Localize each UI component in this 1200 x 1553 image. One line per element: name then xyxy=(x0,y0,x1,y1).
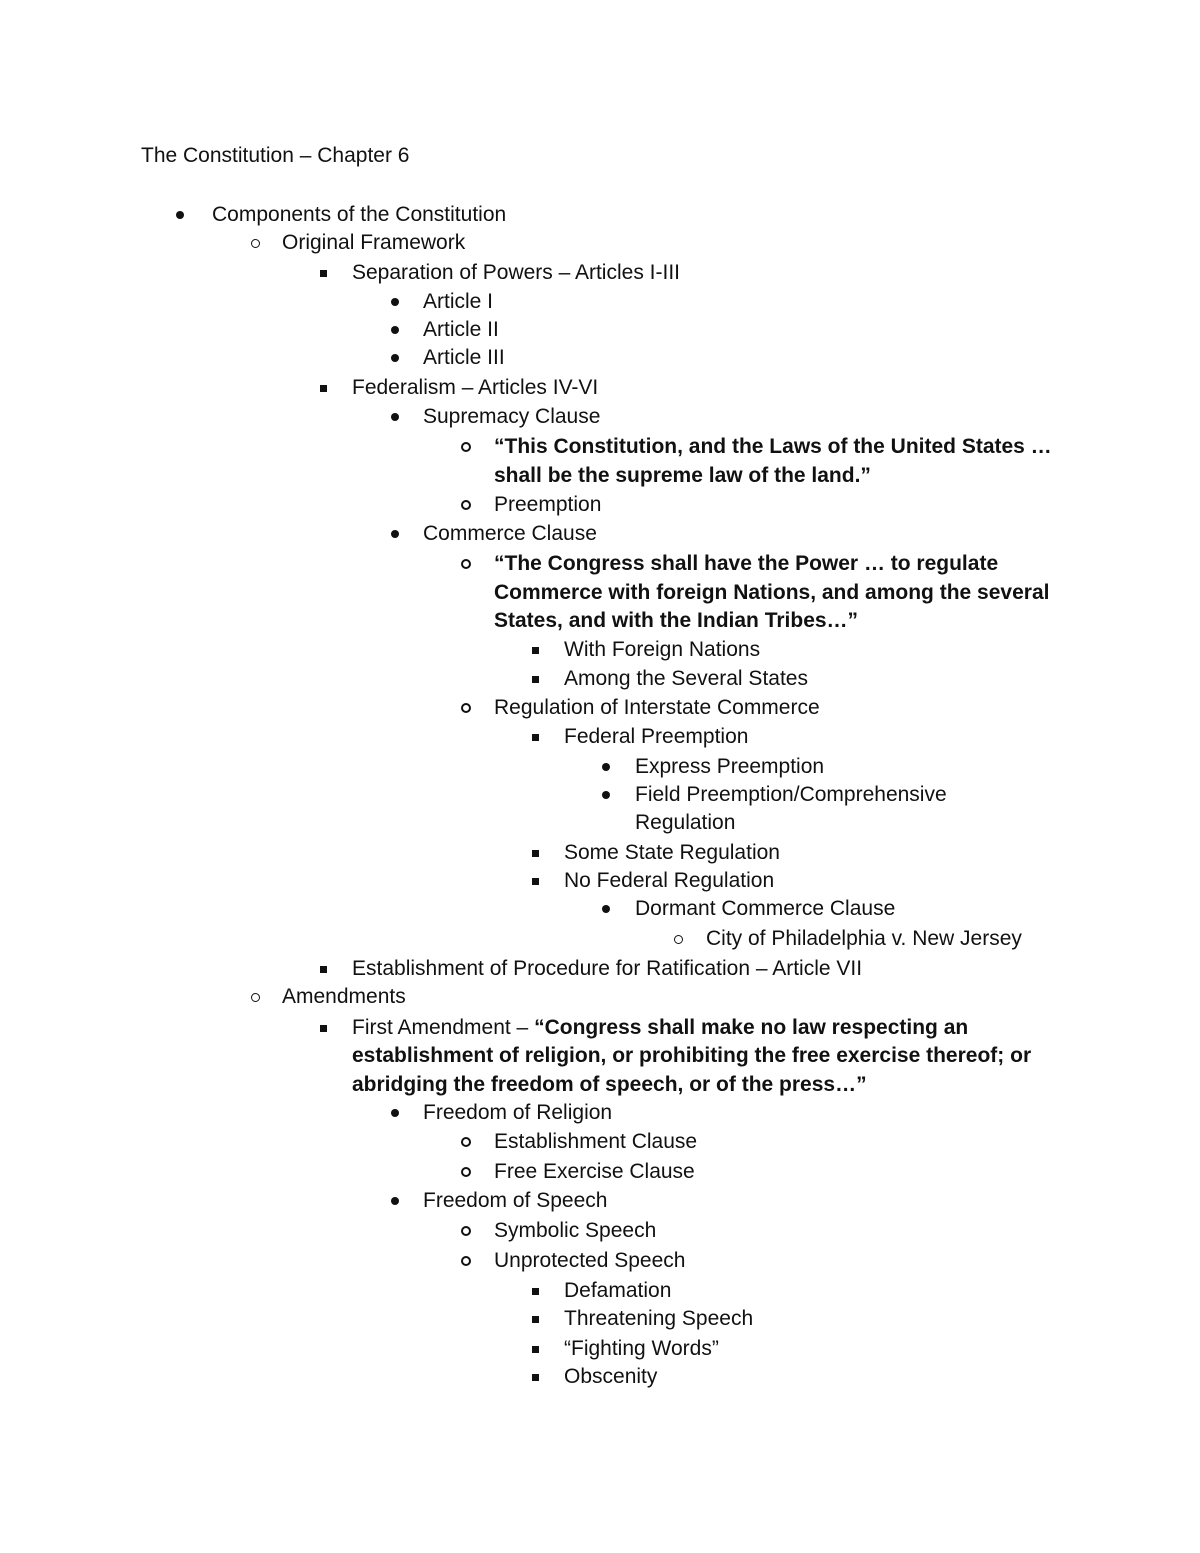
outline-item-original-framework: Original Framework xyxy=(282,231,466,254)
bullet-circle-icon xyxy=(456,549,476,578)
outline-item-several-states: Among the Several States xyxy=(564,667,808,690)
outline-item-components: Components of the Constitution xyxy=(212,203,507,226)
bullet-circle-icon xyxy=(456,693,476,722)
outline-item-first-amendment xyxy=(352,1013,968,1042)
outline-item-freedom-speech: Freedom of Speech xyxy=(423,1189,608,1212)
bullet-square-icon xyxy=(525,635,545,664)
first-amendment-quote-line-2: establishment of religion, or prohibiting the free exercise thereof; or xyxy=(352,1044,1032,1067)
bullet-circle-icon xyxy=(456,490,476,519)
bullet-circle-icon xyxy=(456,1127,476,1156)
bullet-disc-icon xyxy=(385,519,405,548)
outline-item-threatening-speech: Threatening Speech xyxy=(564,1307,754,1330)
bullet-square-icon xyxy=(525,664,545,693)
commerce-quote-line-3: States, and with the Indian Tribes…” xyxy=(494,609,859,632)
bullet-disc-icon xyxy=(385,343,405,372)
outline-item-defamation: Defamation xyxy=(564,1279,672,1302)
bullet-circle-icon xyxy=(668,924,688,953)
outline-item-free-exercise: Free Exercise Clause xyxy=(494,1160,695,1183)
bullet-disc-icon xyxy=(385,1186,405,1215)
outline-item-amendments: Amendments xyxy=(282,985,406,1008)
outline-item-federal-preemption: Federal Preemption xyxy=(564,725,749,748)
outline-item-foreign-nations: With Foreign Nations xyxy=(564,638,761,661)
bullet-square-icon xyxy=(313,1013,333,1042)
outline-item-obscenity: Obscenity xyxy=(564,1365,658,1388)
outline-item-unprotected-speech: Unprotected Speech xyxy=(494,1249,686,1272)
bullet-square-icon xyxy=(525,722,545,751)
first-amendment-quote-line-1: “Congress shall make no law respecting an xyxy=(534,1016,969,1039)
outline-item-express-preemption: Express Preemption xyxy=(635,755,825,778)
outline-item-dormant-commerce: Dormant Commerce Clause xyxy=(635,897,896,920)
outline-item-article-i: Article I xyxy=(423,290,494,313)
commerce-quote-line-2: Commerce with foreign Nations, and among the several xyxy=(494,581,1050,604)
outline-item-commerce-clause: Commerce Clause xyxy=(423,522,597,545)
outline-item-establishment-clause: Establishment Clause xyxy=(494,1130,698,1153)
bullet-square-icon xyxy=(525,838,545,867)
bullet-square-icon xyxy=(313,373,333,402)
bullet-circle-icon xyxy=(456,1216,476,1245)
outline-item-supremacy-clause: Supremacy Clause xyxy=(423,405,601,428)
bullet-square-icon xyxy=(313,258,333,287)
bullet-disc-icon xyxy=(170,200,190,229)
outline-item-fighting-words: “Fighting Words” xyxy=(564,1337,719,1360)
bullet-circle-icon xyxy=(245,228,265,257)
outline-item-separation-of-powers: Separation of Powers – Articles I-III xyxy=(352,261,680,284)
bullet-circle-icon xyxy=(456,432,476,461)
document-title: The Constitution – Chapter 6 xyxy=(141,144,410,167)
bullet-square-icon xyxy=(313,954,333,983)
bullet-square-icon xyxy=(525,866,545,895)
outline-item-ratification: Establishment of Procedure for Ratification – Article VII xyxy=(352,957,863,980)
bullet-circle-icon xyxy=(456,1157,476,1186)
bullet-square-icon xyxy=(525,1276,545,1305)
outline-item-federalism: Federalism – Articles IV-VI xyxy=(352,376,599,399)
outline-item-interstate-regulation: Regulation of Interstate Commerce xyxy=(494,696,820,719)
bullet-disc-icon xyxy=(385,315,405,344)
bullet-square-icon xyxy=(525,1362,545,1391)
bullet-disc-icon xyxy=(596,752,616,781)
outline-item-article-iii: Article III xyxy=(423,346,505,369)
bullet-disc-icon xyxy=(385,287,405,316)
outline-item-philadelphia-case: City of Philadelphia v. New Jersey xyxy=(706,927,1022,950)
outline-item-some-state-regulation: Some State Regulation xyxy=(564,841,780,864)
bullet-square-icon xyxy=(525,1334,545,1363)
supremacy-quote-line-1: “This Constitution, and the Laws of the United States … xyxy=(494,435,1052,458)
outline-item-freedom-religion: Freedom of Religion xyxy=(423,1101,613,1124)
outline-item-preemption: Preemption xyxy=(494,493,602,516)
outline-item-article-ii: Article II xyxy=(423,318,499,341)
outline-item-field-preemption: Field Preemption/Comprehensive xyxy=(635,783,947,806)
outline-item-field-preemption-cont: Regulation xyxy=(635,811,736,834)
first-amendment-quote-line-3: abridging the freedom of speech, or of the press…” xyxy=(352,1073,867,1096)
bullet-circle-icon xyxy=(245,982,265,1011)
outline-item-symbolic-speech: Symbolic Speech xyxy=(494,1219,657,1242)
first-amendment-label: First Amendment – xyxy=(352,1016,535,1039)
bullet-disc-icon xyxy=(385,1098,405,1127)
commerce-quote-line-1: “The Congress shall have the Power … to regulate xyxy=(494,552,999,575)
bullet-disc-icon xyxy=(596,780,616,809)
outline-item-no-federal-regulation: No Federal Regulation xyxy=(564,869,775,892)
supremacy-quote-line-2: shall be the supreme law of the land.” xyxy=(494,464,871,487)
bullet-disc-icon xyxy=(596,894,616,923)
bullet-circle-icon xyxy=(456,1246,476,1275)
bullet-disc-icon xyxy=(385,402,405,431)
bullet-square-icon xyxy=(525,1304,545,1333)
